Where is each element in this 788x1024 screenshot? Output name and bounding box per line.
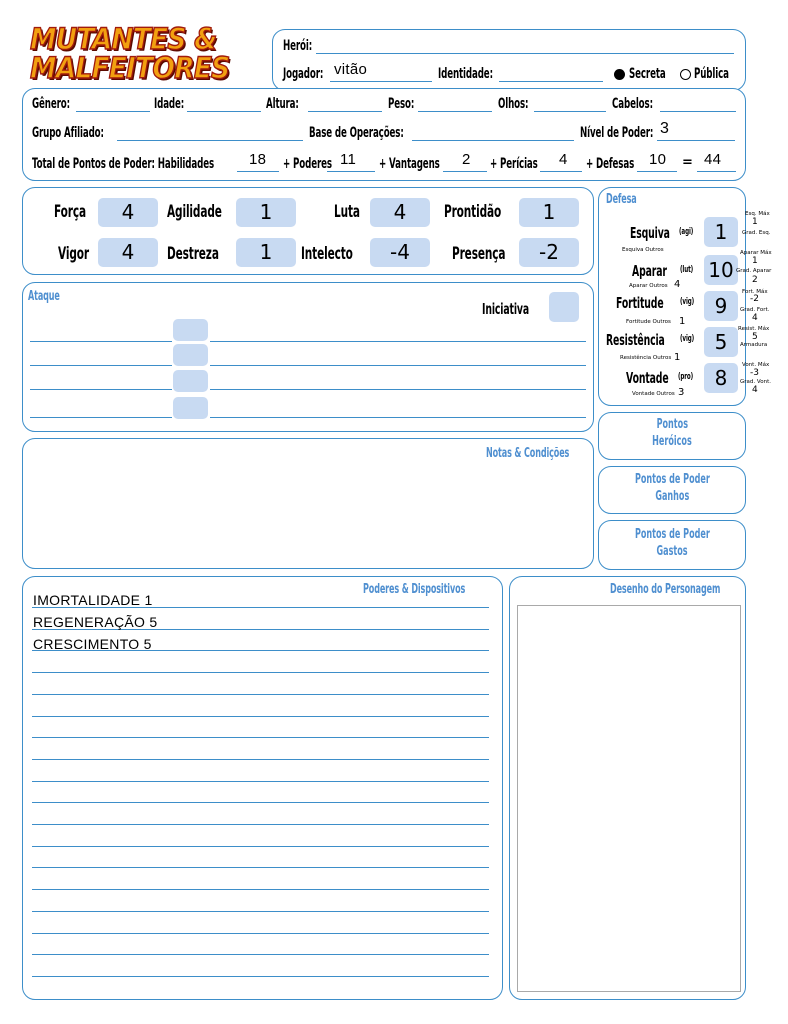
genero-field[interactable] [76, 96, 150, 112]
ability-value-vigor[interactable]: 4 [98, 238, 158, 267]
defense-stat-fortitude: (vig) [680, 297, 695, 307]
defense-title: Defesa [606, 192, 637, 207]
defense-value-fortitude[interactable]: 9 [704, 291, 738, 321]
defense-label-aparar: Aparar [632, 262, 667, 280]
power-line[interactable] [32, 874, 489, 890]
attack-line-3-right[interactable] [210, 374, 586, 390]
ability-label-vigor: Vigor [58, 244, 89, 264]
logo-line-1: MUTANTES & [30, 22, 217, 56]
base-field[interactable] [412, 125, 574, 141]
power-item-3: CRESCIMENTO 5 [33, 636, 152, 652]
nivel-value: 3 [660, 120, 670, 137]
attack-title: Ataque [28, 289, 60, 304]
ability-label-prontidao: Prontidão [444, 202, 502, 222]
identidade-field[interactable] [499, 66, 603, 82]
attack-box-2[interactable] [173, 344, 208, 366]
powers-title: Poderes & Dispositivos [363, 582, 466, 597]
altura-field[interactable] [308, 96, 382, 112]
ability-label-presenca: Presença [452, 244, 506, 264]
defense-label-resistencia: Resistência [606, 331, 665, 349]
defense-max-aparar: 1 [752, 256, 758, 266]
equals-sign: = [682, 155, 693, 170]
defense-max-label-vontade: Vont. Máx [742, 362, 770, 368]
defense-grad-fortitude: 4 [752, 313, 758, 323]
power-line[interactable] [32, 722, 489, 738]
defense-max-fortitude: -2 [750, 294, 759, 304]
power-item-2: REGENERAÇÃO 5 [33, 614, 158, 630]
heroi-label: Herói: [283, 38, 313, 54]
logo-line-2: MALFEITORES [30, 51, 230, 85]
power-line[interactable] [32, 939, 489, 955]
defense-label-esquiva: Esquiva [630, 224, 670, 242]
defense-value-resistencia[interactable]: 5 [704, 327, 738, 357]
defense-grad-vontade: 4 [752, 385, 758, 395]
defense-stat-esquiva: (agi) [679, 227, 694, 237]
secreta-radio[interactable] [614, 69, 625, 80]
vantagens-value: 2 [462, 151, 471, 168]
cabelos-field[interactable] [660, 96, 736, 112]
vantagens-label: + Vantagens [379, 156, 440, 172]
defense-max-label-fortitude: Fort. Máx [742, 289, 768, 295]
power-line[interactable] [32, 831, 489, 847]
power-line[interactable] [32, 918, 489, 934]
grupo-label: Grupo Afiliado: [32, 125, 104, 141]
attack-box-3[interactable] [173, 370, 208, 392]
ability-label-destreza: Destreza [167, 244, 219, 264]
defense-outros-label-fortitude: Fortitude Outros [626, 319, 671, 325]
ability-value-forca[interactable]: 4 [98, 198, 158, 227]
power-line[interactable] [32, 852, 489, 868]
poderes-label: + Poderes [283, 156, 332, 172]
iniciativa-label: Iniciativa [482, 300, 529, 318]
defense-grad-label-vontade: Grad. Vont. [740, 379, 771, 385]
defense-grad-label-resistencia: Armadura [740, 342, 768, 348]
defesas-label: + Defesas [586, 156, 635, 172]
attack-box-4[interactable] [173, 397, 208, 419]
defense-max-label-resistencia: Resist. Máx [738, 326, 770, 332]
iniciativa-box[interactable] [549, 292, 579, 322]
defense-outros-fortitude: 1 [679, 316, 686, 327]
idade-field[interactable] [187, 96, 261, 112]
ability-label-agilidade: Agilidade [167, 202, 222, 222]
olhos-label: Olhos: [498, 96, 529, 112]
nivel-label: Nível de Poder: [580, 125, 654, 141]
pontos-heroicos-label: Pontos Heróicos [652, 417, 692, 449]
drawing-title: Desenho do Personagem [610, 582, 721, 597]
defense-stat-aparar: (lut) [680, 265, 694, 275]
power-line[interactable] [32, 657, 489, 673]
peso-field[interactable] [418, 96, 492, 112]
defense-label-fortitude: Fortitude [616, 294, 664, 312]
attack-box-1[interactable] [173, 319, 208, 341]
publica-label: Pública [694, 66, 729, 82]
attack-line-3-left[interactable] [30, 374, 172, 390]
identidade-label: Identidade: [438, 66, 493, 82]
defense-outros-label-vontade: Vontade Outros [632, 391, 675, 397]
attack-line-1-right[interactable] [210, 326, 586, 342]
attack-line-1-left[interactable] [30, 326, 172, 342]
total-label: Total de Pontos de Poder: Habilidades [32, 156, 214, 172]
idade-label: Idade: [154, 96, 185, 112]
defense-value-esquiva[interactable]: 1 [704, 217, 738, 247]
power-line[interactable] [32, 961, 489, 977]
defense-outros-vontade: 3 [678, 387, 685, 398]
cabelos-label: Cabelos: [612, 96, 653, 112]
jogador-label: Jogador: [283, 66, 324, 82]
notes-title: Notas & Condições [486, 446, 570, 461]
defense-grad-aparar: 2 [752, 275, 758, 285]
defense-value-vontade[interactable]: 8 [704, 363, 738, 393]
ability-label-luta: Luta [334, 202, 360, 222]
power-item-1: IMORTALIDADE 1 [33, 592, 153, 608]
power-line[interactable] [32, 896, 489, 912]
poderes-value: 11 [340, 151, 357, 168]
ability-value-destreza[interactable]: 1 [236, 238, 296, 267]
defesas-value: 10 [649, 151, 667, 168]
power-line[interactable] [32, 809, 489, 825]
defense-outros-label-esquiva: Esquiva Outros [622, 247, 664, 253]
defense-max-esquiva: 1 [752, 217, 758, 227]
pericias-value: 4 [559, 151, 568, 168]
pontos-gastos-label: Pontos de Poder Gastos [634, 527, 710, 559]
defense-label-vontade: Vontade [626, 369, 669, 387]
pontos-ganhos-label: Pontos de Poder Ganhos [634, 472, 710, 504]
ability-label-forca: Força [54, 202, 86, 222]
pericias-label: + Perícias [490, 156, 538, 172]
altura-label: Altura: [266, 96, 299, 112]
genero-label: Gênero: [32, 96, 70, 112]
defense-max-label-aparar: Aparar Máx [740, 250, 772, 256]
defense-grad-label-fortitude: Grad. Fort. [740, 307, 770, 313]
heroi-field[interactable] [316, 38, 734, 54]
power-line[interactable] [32, 701, 489, 717]
power-line[interactable] [32, 679, 489, 695]
drawing-area[interactable] [517, 605, 741, 992]
defense-outros-label-aparar: Aparar Outros [629, 283, 668, 289]
total-value: 44 [704, 151, 722, 168]
olhos-field[interactable] [534, 96, 606, 112]
defense-grad-label-esquiva: Grad. Esq. [742, 230, 771, 236]
habilidades-value: 18 [249, 151, 267, 168]
ability-value-presenca[interactable]: -2 [519, 238, 579, 267]
ability-label-intelecto: Intelecto [301, 244, 353, 264]
ability-value-intelecto[interactable]: -4 [370, 238, 430, 267]
defense-max-vontade: -3 [750, 368, 759, 378]
attack-line-2-left[interactable] [30, 350, 172, 366]
defense-outros-resistencia: 1 [674, 352, 681, 363]
publica-radio[interactable] [680, 69, 691, 80]
base-label: Base de Operações: [309, 125, 404, 141]
defense-max-label-esquiva: Esq. Máx [745, 211, 770, 217]
defense-stat-resistencia: (vig) [680, 334, 695, 344]
ability-value-luta[interactable]: 4 [370, 198, 430, 227]
attack-line-4-right[interactable] [210, 402, 586, 418]
defense-grad-label-aparar: Grad. Aparar [736, 268, 772, 274]
game-logo [30, 24, 270, 88]
power-line[interactable] [32, 744, 489, 760]
secreta-label: Secreta [629, 66, 666, 82]
defense-stat-vontade: (pro) [678, 372, 694, 382]
grupo-field[interactable] [117, 125, 303, 141]
defense-outros-aparar: 4 [674, 279, 681, 290]
attack-line-2-right[interactable] [210, 350, 586, 366]
peso-label: Peso: [388, 96, 415, 112]
power-line[interactable] [32, 766, 489, 782]
defense-outros-label-resistencia: Resistência Outros [620, 355, 672, 361]
jogador-value: vitão [334, 61, 368, 78]
ability-value-prontidao[interactable]: 1 [519, 198, 579, 227]
attack-line-4-left[interactable] [30, 402, 172, 418]
defense-max-resistencia: 5 [752, 332, 758, 342]
ability-value-agilidade[interactable]: 1 [236, 198, 296, 227]
power-line[interactable] [32, 787, 489, 803]
defense-value-aparar[interactable]: 10 [704, 255, 738, 285]
